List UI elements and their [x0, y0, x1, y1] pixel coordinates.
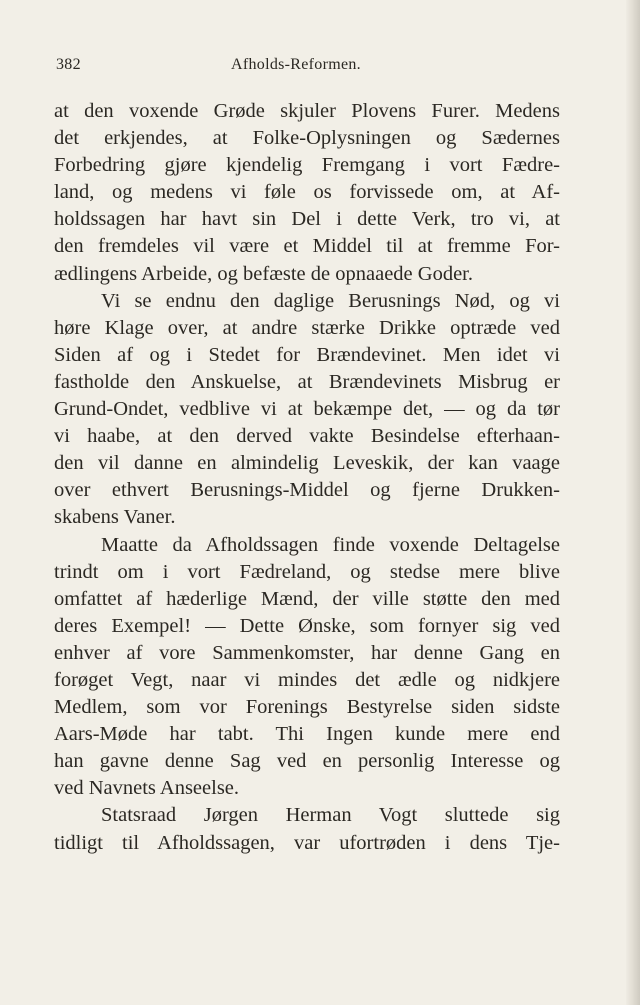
text-line: tidligt til Afholdssagen, var ufortrøden i dens Tje-	[54, 831, 560, 854]
page-number: 382	[56, 56, 81, 73]
running-title: Afholds-Reformen.	[231, 56, 361, 73]
text-line: ædlingens Arbeide, og befæste de opnaaede Goder.	[54, 262, 473, 285]
text-line: over ethvert Berusnings-Middel og fjerne Drukken-	[54, 479, 560, 502]
page-edge-shadow	[626, 0, 640, 1005]
text-line: Siden af og i Stedet for Brændevinet. Men idet vi	[54, 343, 560, 366]
text-line: Forbedring gjøre kjendelig Fremgang i vort Fædre-	[54, 154, 560, 177]
text-line: trindt om i vort Fædreland, og stedse mere blive	[54, 560, 560, 583]
text-line: skabens Vaner.	[54, 506, 176, 529]
text-line: fastholde den Anskuelse, at Brændevinets Misbrug er	[54, 370, 560, 393]
text-line: den vil danne en almindelig Leveskik, der kan vaage	[54, 452, 560, 475]
text-line: vi haabe, at den derved vakte Besindelse efterhaan-	[54, 425, 560, 448]
running-header	[56, 56, 586, 80]
text-line: enhver af vore Sammenkomster, har denne Gang en	[54, 641, 560, 664]
text-line: forøget Vegt, naar vi mindes det ædle og nidkjere	[54, 668, 560, 691]
text-line: høre Klage over, at andre stærke Drikke optræde ved	[54, 316, 560, 339]
body-text	[54, 98, 560, 857]
text-line: ved Navnets Anseelse.	[54, 777, 240, 800]
paragraph-start-line: Vi se endnu den daglige Berusnings Nød, og vi	[101, 289, 560, 312]
text-line: det erkjendes, at Folke-Oplysningen og Sædernes	[54, 127, 560, 150]
text-line: omfattet af hæderlige Mænd, der ville støtte den med	[54, 587, 560, 610]
text-line: den fremdeles vil være et Middel til at fremme For-	[54, 235, 560, 258]
text-line: at den voxende Grøde skjuler Plovens Furer. Medens	[54, 100, 560, 122]
text-line: han gavne denne Sag ved en personlig Interesse og	[54, 750, 560, 773]
paragraph-start-line: Statsraad Jørgen Herman Vogt sluttede sig	[101, 804, 560, 827]
text-line: land, og medens vi føle os forvissede om, at Af-	[54, 181, 560, 204]
text-line: holdssagen har havt sin Del i dette Verk, tro vi, at	[54, 208, 560, 231]
text-line: Grund-Ondet, vedblive vi at bekæmpe det, — og da tør	[54, 398, 560, 421]
text-line: Medlem, som vor Forenings Bestyrelse siden sidste	[54, 696, 560, 719]
paragraph-start-line: Maatte da Afholdssagen finde voxende Deltagelse	[101, 533, 560, 556]
text-line: deres Exempel! — Dette Ønske, som fornyer sig ved	[54, 614, 560, 637]
text-line: Aars-Møde har tabt. Thi Ingen kunde mere end	[54, 723, 560, 746]
